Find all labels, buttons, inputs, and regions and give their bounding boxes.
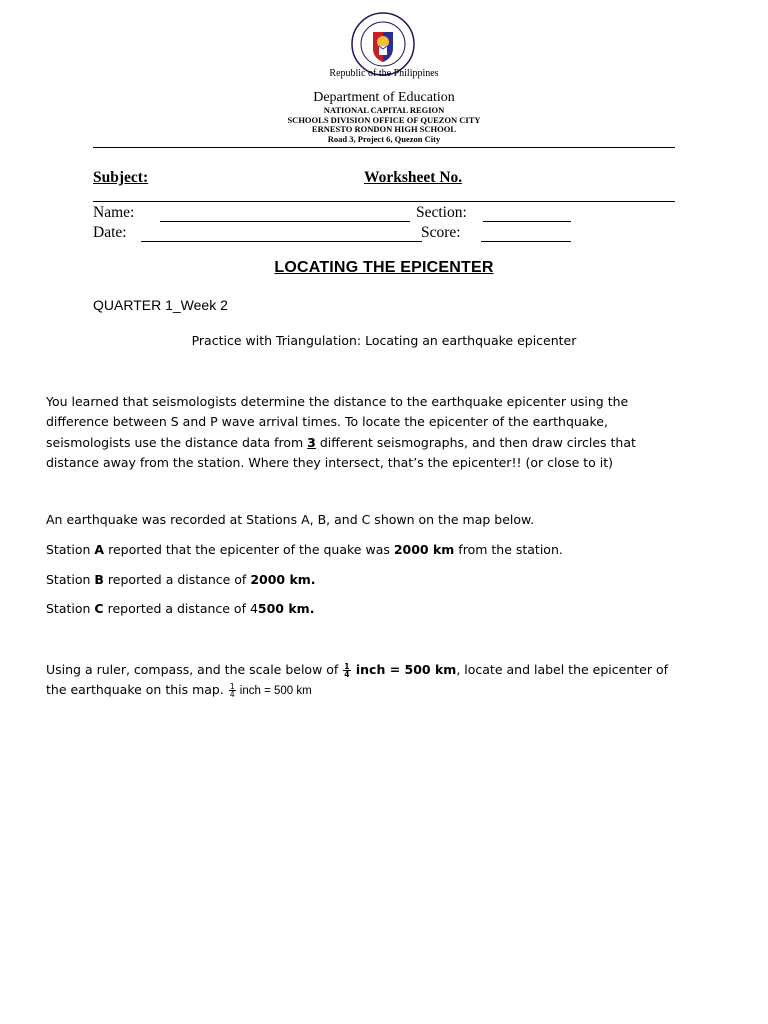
section-field[interactable] [483, 206, 571, 222]
region-name: NATIONAL CAPITAL REGION [323, 105, 445, 115]
worksheet-title: LOCATING THE EPICENTER [274, 259, 494, 276]
deped-seal-logo [351, 12, 415, 76]
name-label: Name: [93, 204, 135, 221]
school-name: ERNESTO RONDON HIGH SCHOOL [311, 124, 457, 134]
date-label: Date: [93, 224, 127, 241]
instructions-line1: Using a ruler, compass, and the scale below of $\frac{1}{4}$ inch = 500 km, locate and label the epicenter of [46, 662, 669, 679]
station-a-sentence: Station A reported that the epicenter of the quake was 2000 km from the station. [46, 542, 563, 557]
station-b-distance: 2000 km. [250, 572, 316, 587]
quarter-inch-fraction: $\frac{1}{4}$ [344, 662, 350, 679]
score-field[interactable] [481, 226, 571, 242]
station-b-letter: B [94, 572, 104, 587]
station-c-sentence: Station C reported a distance of 4500 km. [46, 601, 315, 616]
scale-bold: inch = 500 km [351, 662, 457, 677]
practice-subtitle: Practice with Triangulation: Locating an earthquake epicenter [191, 333, 577, 348]
station-c-distance: 500 km. [257, 601, 315, 616]
header-block [0, 106, 768, 144]
name-field[interactable] [160, 206, 410, 222]
worksheet-label: Worksheet No. [364, 169, 463, 186]
date-field[interactable] [141, 226, 422, 242]
intro-paragraph [46, 392, 736, 473]
recorded-sentence: An earthquake was recorded at Stations A, B, and C shown on the map below. [46, 512, 535, 527]
quarter-inch-fraction: $\frac{1}{4}$ [229, 682, 235, 699]
station-a-letter: A [94, 542, 105, 557]
division-name: SCHOOLS DIVISION OFFICE OF QUEZON CITY [287, 114, 481, 125]
station-c-letter: C [94, 601, 104, 616]
department-name: Department of Education [313, 90, 455, 105]
instructions-line2: the earthquake on this map. $\frac{1}{4}$ inch = 500 km [46, 682, 312, 699]
intro-line: seismologists use the distance data from 3 different seismographs, and then draw circles that [46, 434, 636, 450]
score-label: Score: [421, 224, 461, 241]
station-a-distance: 2000 km [393, 542, 455, 557]
header-divider [93, 147, 675, 148]
intro-line: distance away from the station. Where they intersect, that’s the epicenter!! (or close to it) [46, 454, 614, 470]
seismograph-count: 3 [307, 434, 316, 450]
quarter-label: QUARTER 1_Week 2 [93, 297, 228, 313]
intro-line: difference between S and P wave arrival times. To locate the epicenter of the earthquake, [46, 414, 608, 430]
station-b-sentence: Station B reported a distance of 2000 km. [46, 572, 316, 587]
section-label: Section: [416, 204, 467, 221]
intro-line: You learned that seismologists determine the distance to the earthquake epicenter using the [46, 394, 629, 409]
school-address: Road 3, Project 6, Quezon City [327, 133, 441, 144]
republic-line: Republic of the Philippines [329, 68, 439, 79]
subject-divider [93, 201, 675, 202]
subject-label: Subject: [93, 169, 149, 186]
